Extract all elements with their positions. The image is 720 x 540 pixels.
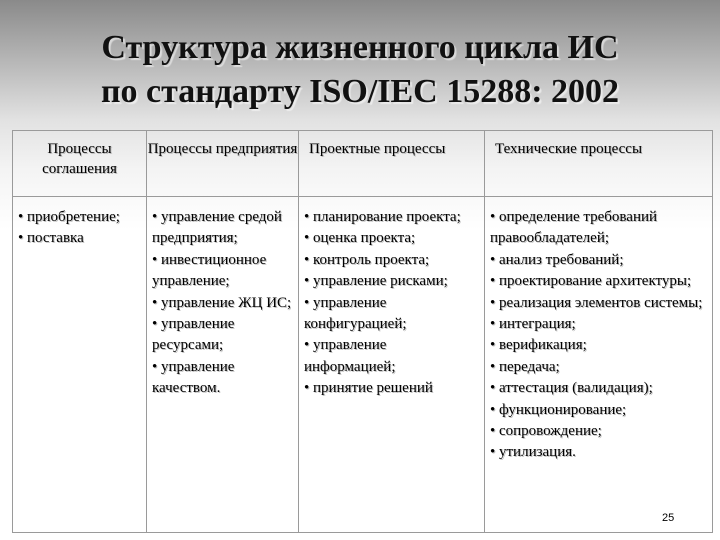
enterprise-processes-cell <box>147 197 299 533</box>
list-item: • передача; <box>490 358 560 375</box>
list-item: • приобретение; <box>18 209 120 225</box>
list-item: • верификация; <box>490 337 587 354</box>
header-project-processes: Проектные процессы <box>299 131 485 197</box>
list-item: • управление ресурсами; <box>152 316 235 354</box>
list-item: • управление конфигурацией; <box>304 294 407 333</box>
list-item: • оценка проекта; <box>304 230 416 247</box>
slide-title <box>0 26 720 114</box>
slide-title-line-2: по стандарту ISO/IEC 15288: 2002 <box>100 73 620 110</box>
list-item: • проектирование архитектуры; <box>490 273 692 290</box>
slide-title-line-1: Структура жизненного цикла ИС <box>101 29 619 66</box>
project-processes-cell <box>299 197 485 533</box>
list-item: • интеграция; <box>490 316 576 333</box>
list-item: • функционирование; <box>490 401 627 418</box>
table-body-row <box>13 197 713 533</box>
list-item: • инвестиционное управление; <box>152 251 267 290</box>
list-item: • контроль проекта; <box>304 251 430 268</box>
technical-processes-cell <box>485 197 713 533</box>
list-item: • поставка <box>18 230 84 247</box>
list-item: • определение требований правообладателей; <box>490 209 658 247</box>
list-item: • реализация элементов системы; <box>490 294 703 311</box>
header-technical-processes: Технические процессы <box>485 131 713 197</box>
list-item: • принятие решений <box>304 380 433 397</box>
header-agreement-processes: Процессы соглашения <box>13 131 147 197</box>
list-item: • управление средой предприятия; <box>152 209 282 247</box>
agreement-processes-cell <box>13 197 147 533</box>
lifecycle-processes-table <box>12 130 713 533</box>
page-number: 25 <box>662 512 675 524</box>
list-item: • утилизация. <box>490 444 576 461</box>
list-item: • управление рисками; <box>304 273 448 290</box>
list-item: • управление ЖЦ ИС; <box>152 294 292 311</box>
list-item: • управление качеством. <box>152 358 235 397</box>
header-enterprise-processes: Процессы предприятия <box>147 131 299 197</box>
table-header-row <box>13 131 713 197</box>
list-item: • сопровождение; <box>490 423 602 440</box>
list-item: • планирование проекта; <box>304 209 461 225</box>
list-item: • управление информацией; <box>304 337 396 375</box>
list-item: • аттестация (валидация); <box>490 380 653 397</box>
list-item: • анализ требований; <box>490 251 624 268</box>
